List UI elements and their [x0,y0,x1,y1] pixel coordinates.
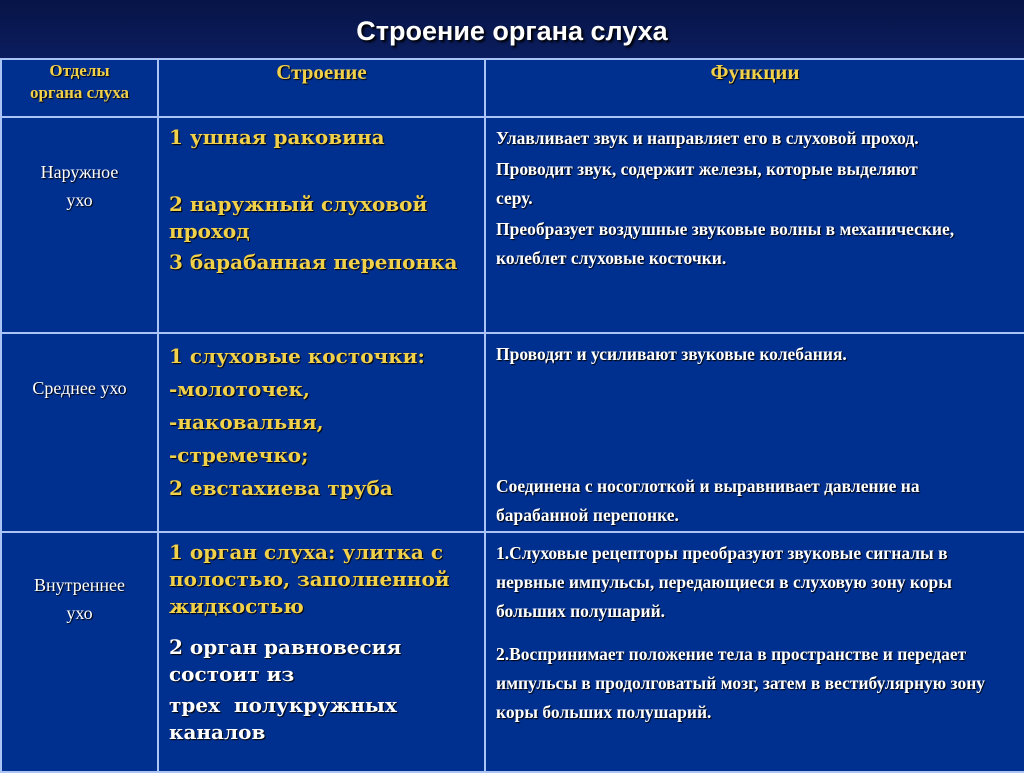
structure-item: -наковальня, [169,410,324,434]
header-departments-line1: Отделы [49,61,110,80]
header-structure: Строение [158,59,485,117]
structure-item: 3 барабанная перепонка [169,250,458,274]
header-functions: Функции [485,59,1024,117]
table-row-inner-ear [1,532,1024,772]
structure-cell [158,532,485,772]
table-row-outer-ear [1,117,1024,333]
hearing-organ-table [0,58,1024,773]
dept-label: ухо [66,603,93,623]
function-item: Проводит звук, содержит железы, которые выделяют серу. [496,159,918,208]
function-cell [485,532,1024,772]
header-departments [1,59,158,117]
function-item: Улавливает звук и направляет его в слуховой проход. [496,128,919,148]
structure-item: -стремечко; [169,443,309,467]
structure-item: 2 орган равновесия состоит из [169,635,402,686]
dept-cell [1,532,158,772]
structure-cell [158,333,485,532]
function-item: Проводят и усиливают звуковые колебания. [496,344,847,364]
table-header-row [1,59,1024,117]
table-row-middle-ear [1,333,1024,532]
structure-cell [158,117,485,333]
dept-cell [1,117,158,333]
header-departments-line2: органа слуха [29,83,130,102]
structure-item: трех полукружных каналов [169,693,404,744]
function-item: 1.Слуховые рецепторы преобразуют звуковые сигналы в нервные импульсы, передающиеся в слуховую зону коры больших полушарий. [496,543,952,621]
dept-label: Наружное [40,162,119,182]
structure-item: 1 орган слуха: улитка с полостью, заполненной жидкостью [169,540,450,618]
structure-item: -молоточек, [169,377,310,401]
structure-item: 1 ушная раковина [169,125,385,149]
slide-title: Строение органа слуха [356,16,668,46]
function-item: Соединена с носоглоткой и выравнивает давление на барабанной перепонке. [496,476,920,525]
dept-label: Среднее ухо [32,378,127,398]
structure-item: 2 евстахиева труба [169,476,393,500]
structure-item: 1 слуховые косточки: [169,344,425,368]
structure-item: 2 наружный слуховой проход [169,192,428,243]
function-item: 2.Воспринимает положение тела в пространстве и передает импульсы в продолговатый мозг, затем в вестибулярную зону коры больших полушарий. [496,644,986,722]
function-cell [485,333,1024,532]
function-cell [485,117,1024,333]
dept-cell [1,333,158,532]
dept-label: Внутреннее [34,575,125,595]
function-item: Преобразует воздушные звуковые волны в механические, колеблет слуховые косточки. [496,219,955,268]
dept-label: ухо [66,190,93,210]
